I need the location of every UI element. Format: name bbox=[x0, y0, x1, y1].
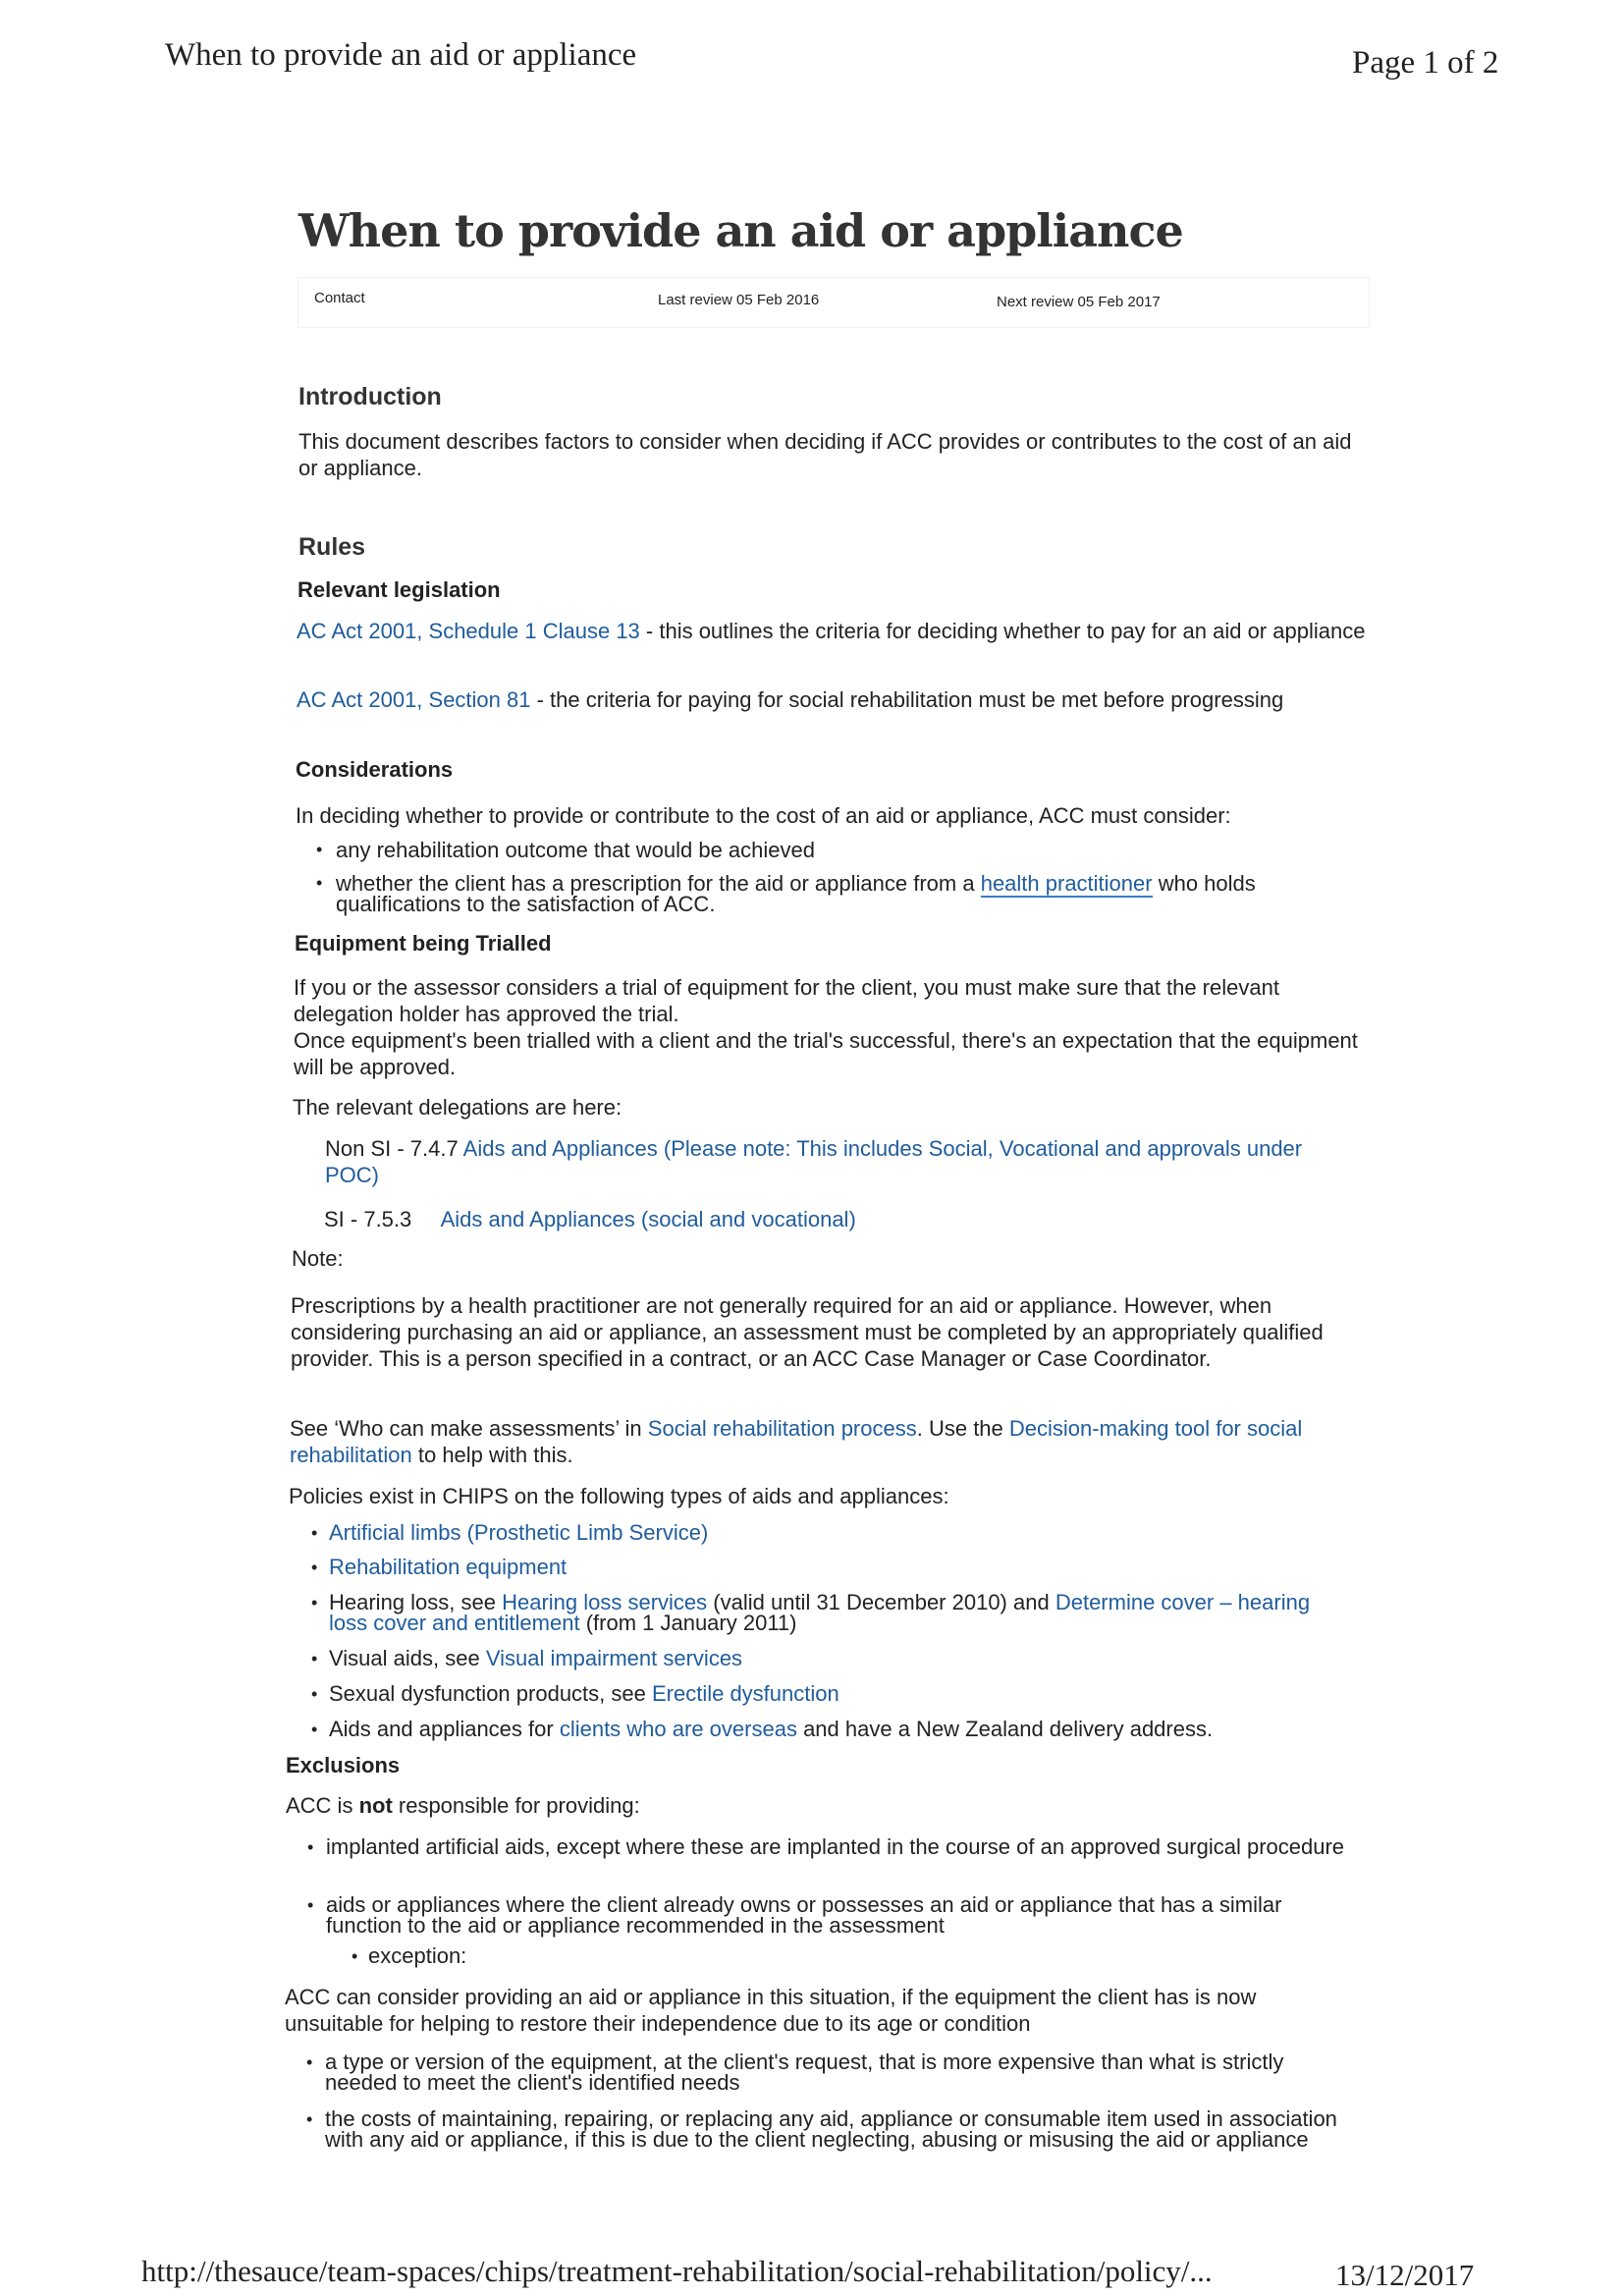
link[interactable]: Social rehabilitation process bbox=[647, 1416, 917, 1441]
policy-item bbox=[329, 1645, 1360, 1671]
link[interactable]: Decision-making tool for social rehabilitation bbox=[290, 1416, 1303, 1467]
text-span: Visual aids, see bbox=[329, 1646, 486, 1670]
text-span: responsible for providing: bbox=[392, 1793, 640, 1818]
text-span: In deciding whether to provide or contribute to the cost of an aid or appliance, ACC must consider: bbox=[296, 803, 1231, 828]
text-span: Aids and appliances for bbox=[329, 1717, 560, 1741]
exclusion-item bbox=[325, 2051, 1346, 2093]
text-span: Hearing loss, see bbox=[329, 1590, 503, 1614]
text-span: the costs of maintaining, repairing, or replacing any aid, appliance or consumable item used in association with any aid or appliance, if this is due to the client neglecting, abusing or misusing the aid or appliance bbox=[325, 2106, 1337, 2152]
document-title: When to provide an aid or appliance bbox=[298, 204, 1183, 257]
footer-url: http://thesauce/team-spaces/chips/treatment-rehabilitation/social-rehabilitation/policy/... bbox=[141, 2254, 1213, 2288]
text-span: implanted artificial aids, except where these are implanted in the course of an approved surgical procedure bbox=[326, 1834, 1345, 1859]
note-text bbox=[291, 1292, 1361, 1372]
link[interactable]: Rehabilitation equipment bbox=[329, 1555, 568, 1579]
text-span: whether the client has a prescription for the aid or appliance from a bbox=[336, 871, 981, 896]
trial-heading: Equipment being Trialled bbox=[295, 931, 552, 956]
bullet-icon: • bbox=[311, 1720, 318, 1739]
text-span: See ‘Who can make assessments’ in bbox=[290, 1416, 648, 1441]
exclusion-item bbox=[326, 1836, 1357, 1857]
policy-item bbox=[329, 1519, 1360, 1546]
delegation-item bbox=[325, 1135, 1356, 1188]
bullet-icon: • bbox=[352, 1946, 358, 1966]
link[interactable]: AC Act 2001, Schedule 1 Clause 13 bbox=[297, 619, 640, 643]
link[interactable]: Erectile dysfunction bbox=[651, 1681, 839, 1706]
policy-item bbox=[329, 1680, 1360, 1707]
text-span: Prescriptions by a health practitioner are not generally required for an aid or appliance. However, when considering purchasing an aid or appliance, an assessment must be completed by an appropriately qualified provider. This is a person specified in a contract, or an ACC Case Manager or Case Coordinator. bbox=[291, 1293, 1324, 1371]
link[interactable]: Visual impairment services bbox=[485, 1646, 743, 1670]
exclusions-intro bbox=[286, 1792, 1356, 1819]
legislation-item bbox=[297, 618, 1367, 644]
text-span: Non SI - 7.4.7 bbox=[325, 1136, 463, 1161]
bullet-icon: • bbox=[311, 1523, 318, 1543]
bullet-icon: • bbox=[311, 1684, 318, 1704]
link[interactable]: Aids and Appliances (Please note: This includes Social, Vocational and approvals under POC) bbox=[325, 1136, 1309, 1187]
introduction-text bbox=[298, 428, 1369, 481]
policies-intro bbox=[289, 1483, 1359, 1509]
text-span: any rehabilitation outcome that would be achieved bbox=[336, 838, 815, 862]
consideration-item bbox=[336, 873, 1367, 914]
bullet-icon: • bbox=[306, 2109, 313, 2129]
page-header-title: When to provide an aid or appliance bbox=[165, 37, 637, 73]
bullet-icon: • bbox=[311, 1593, 318, 1613]
exclusion-item bbox=[325, 2108, 1356, 2150]
text-span: - this outlines the criteria for deciding whether to pay for an aid or appliance bbox=[639, 619, 1366, 643]
considerations-intro bbox=[296, 802, 1366, 829]
text-span: a type or version of the equipment, at the client's request, that is more expensive than what is strictly needed to meet the client's identified needs bbox=[325, 2050, 1284, 2095]
bullet-icon: • bbox=[311, 1649, 318, 1668]
text-span: ACC can consider providing an aid or appliance in this situation, if the equipment the client has is now unsuitable for helping to restore their independence due to its age or condition bbox=[285, 1985, 1257, 2036]
meta-box bbox=[298, 277, 1370, 328]
text-span: exception: bbox=[368, 1943, 467, 1968]
link[interactable]: health practitioner bbox=[980, 871, 1153, 896]
next-review: Next review 05 Feb 2017 bbox=[997, 294, 1161, 310]
text-span: to help with this. bbox=[411, 1443, 573, 1467]
rules-heading: Rules bbox=[298, 533, 366, 561]
bullet-icon: • bbox=[307, 1895, 314, 1915]
bullet-icon: • bbox=[311, 1558, 318, 1577]
bullet-icon: • bbox=[316, 873, 323, 893]
text-span: If you or the assessor considers a trial of equipment for the client, you must make sure that the relevant delegation holder has approved the trial. bbox=[294, 975, 1279, 1026]
text-span: (valid until 31 December 2010) and bbox=[707, 1590, 1055, 1614]
considerations-heading: Considerations bbox=[296, 757, 454, 782]
see-text bbox=[290, 1415, 1360, 1468]
note-label: Note: bbox=[292, 1246, 344, 1271]
page-number: Page 1 of 2 bbox=[1352, 45, 1499, 81]
consideration-item bbox=[336, 837, 1357, 863]
text-span: . Use the bbox=[916, 1416, 1009, 1441]
delegation-item bbox=[324, 1206, 1394, 1232]
exclusions-heading: Exclusions bbox=[286, 1753, 401, 1777]
text-span: and have a New Zealand delivery address. bbox=[796, 1717, 1214, 1741]
bullet-icon: • bbox=[316, 840, 323, 859]
link[interactable]: Hearing loss services bbox=[502, 1590, 708, 1614]
exception-label bbox=[368, 1942, 1438, 1969]
introduction-heading: Introduction bbox=[298, 383, 442, 410]
text-span: SI - 7.5.3 bbox=[324, 1207, 441, 1231]
text-span: The relevant delegations are here: bbox=[293, 1095, 622, 1120]
link[interactable]: clients who are overseas bbox=[559, 1717, 797, 1741]
text-span: ACC is bbox=[286, 1793, 359, 1818]
delegations-intro bbox=[293, 1094, 1363, 1121]
legislation-heading: Relevant legislation bbox=[298, 577, 501, 602]
policy-item bbox=[329, 1554, 1360, 1580]
text-span: Policies exist in CHIPS on the following types of aids and appliances: bbox=[289, 1484, 949, 1508]
link[interactable]: AC Act 2001, Section 81 bbox=[297, 687, 531, 712]
text-span: Sexual dysfunction products, see bbox=[329, 1681, 652, 1706]
exception-text bbox=[285, 1984, 1325, 2037]
text-span: Once equipment's been trialled with a client and the trial's successful, there's an expectation that the equipment will be approved. bbox=[294, 1028, 1358, 1079]
footer-date: 13/12/2017 bbox=[1335, 2258, 1475, 2292]
text-span: aids or appliances where the client already owns or possesses an aid or appliance that has a similar function to the aid or appliance recommended in the assessment bbox=[326, 1892, 1282, 1938]
trial-text bbox=[294, 974, 1364, 1080]
text-span: This document describes factors to consider when deciding if ACC provides or contributes to the cost of an aid or appliance. bbox=[298, 429, 1352, 480]
link[interactable]: Determine cover – hearing loss cover and entitlement bbox=[329, 1590, 1311, 1635]
contact-link[interactable]: Contact bbox=[314, 290, 365, 306]
bold-text: not bbox=[358, 1793, 393, 1818]
policy-item bbox=[329, 1716, 1370, 1742]
exclusion-item bbox=[326, 1894, 1337, 1936]
policy-item bbox=[329, 1592, 1350, 1633]
text-span: (from 1 January 2011) bbox=[579, 1611, 797, 1635]
last-review: Last review 05 Feb 2016 bbox=[658, 292, 820, 308]
link[interactable]: Artificial limbs (Prosthetic Limb Service) bbox=[329, 1520, 709, 1545]
text-span: who holds qualifications to the satisfaction of ACC. bbox=[336, 871, 1256, 916]
bullet-icon: • bbox=[306, 2052, 313, 2072]
link[interactable]: Aids and Appliances (social and vocational) bbox=[440, 1207, 856, 1231]
bullet-icon: • bbox=[307, 1837, 314, 1857]
text-span: - the criteria for paying for social rehabilitation must be met before progressing bbox=[530, 687, 1284, 712]
legislation-item bbox=[297, 686, 1367, 713]
